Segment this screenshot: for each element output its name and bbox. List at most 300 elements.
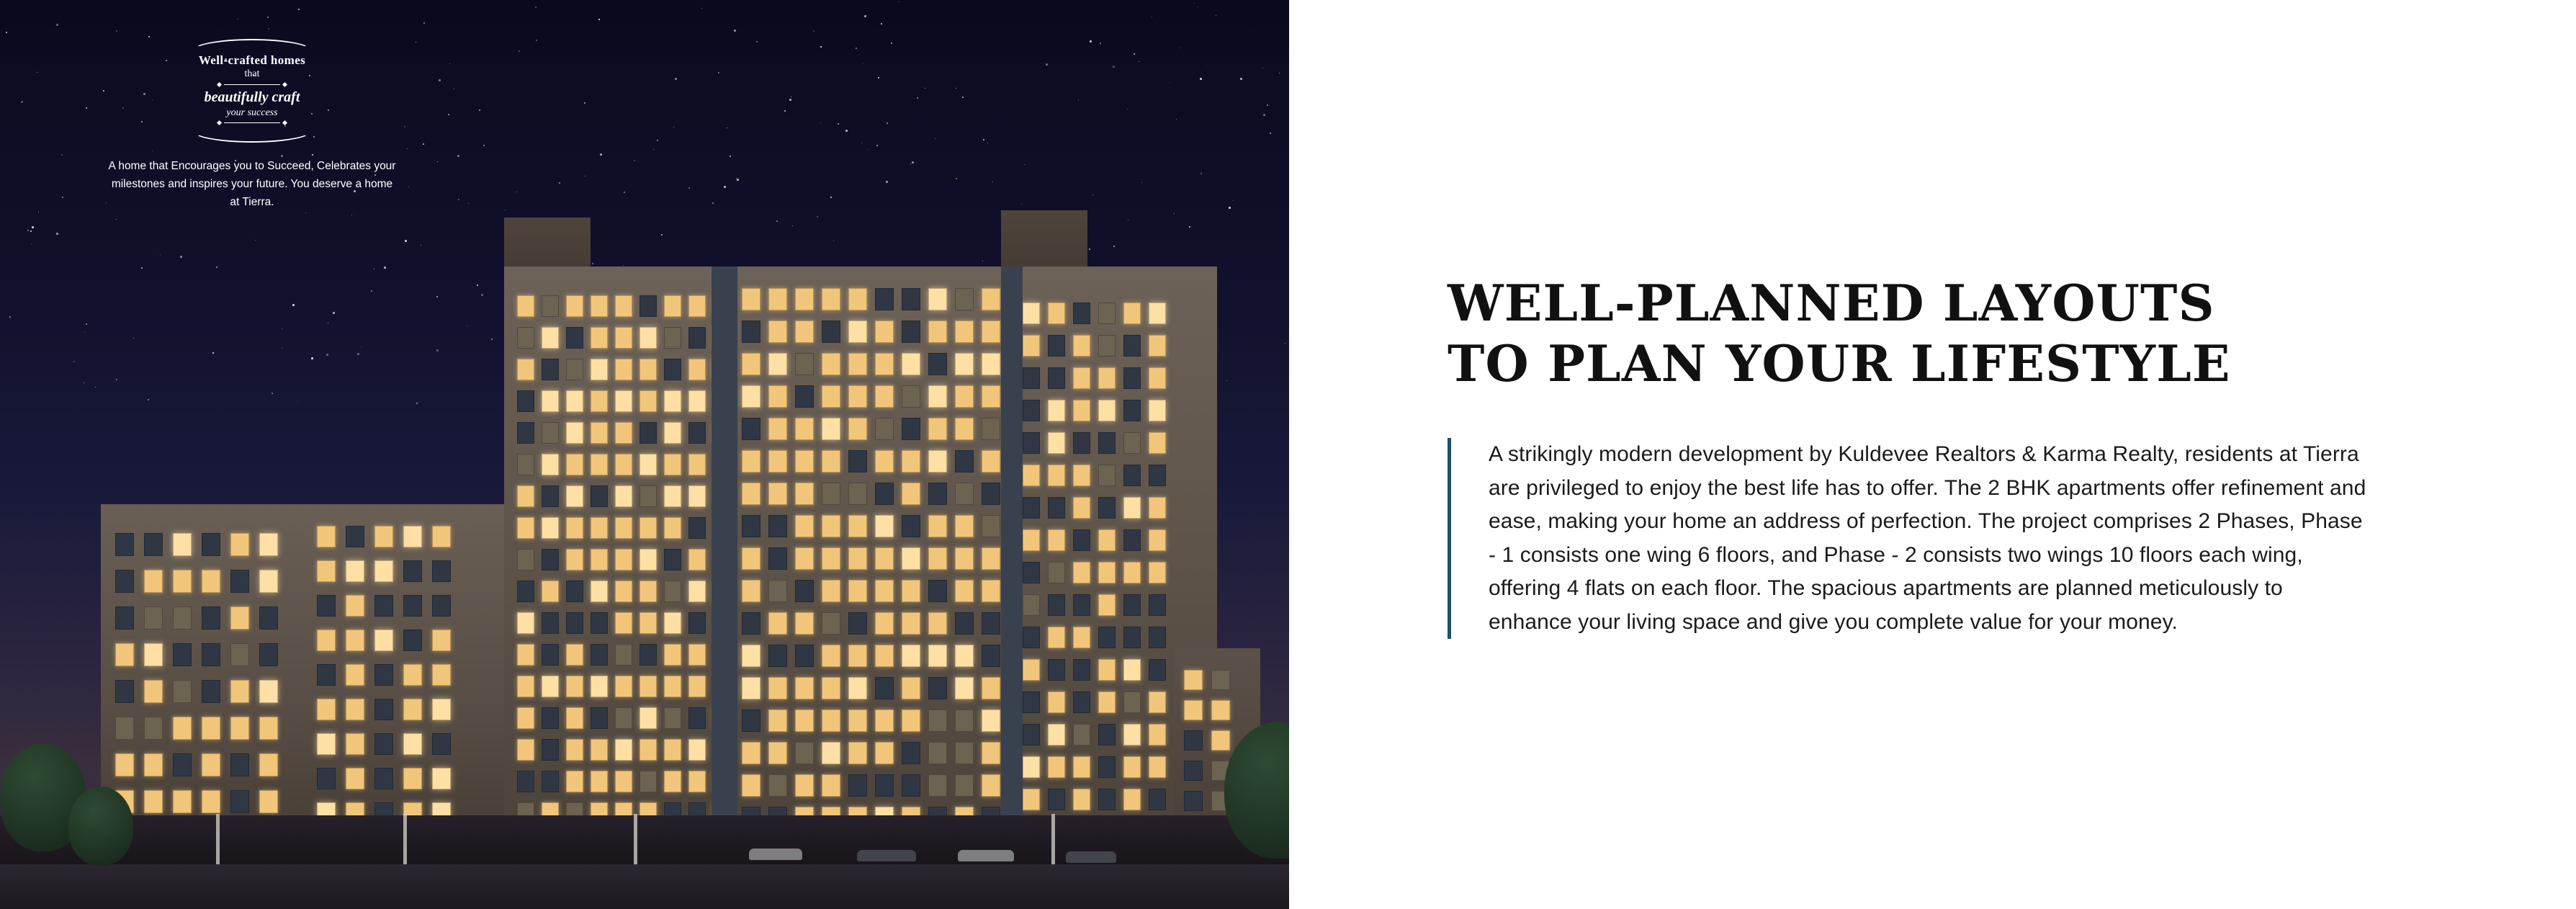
window	[902, 547, 920, 570]
window	[566, 707, 583, 729]
window	[566, 517, 583, 539]
window	[768, 483, 787, 505]
window	[928, 677, 947, 699]
window	[615, 549, 632, 570]
window	[115, 570, 134, 593]
window	[742, 774, 760, 797]
window	[848, 774, 867, 797]
star-icon	[820, 46, 822, 48]
window	[517, 422, 534, 444]
star-icon	[712, 202, 714, 204]
star-icon	[267, 17, 269, 18]
star-icon	[212, 352, 214, 354]
window	[432, 595, 451, 617]
window	[591, 359, 608, 380]
window	[542, 707, 559, 729]
window	[902, 645, 920, 667]
window	[1149, 659, 1166, 681]
star-icon	[962, 97, 964, 98]
window	[688, 707, 706, 729]
window	[1048, 497, 1065, 519]
window	[848, 450, 867, 473]
window	[982, 385, 1000, 408]
window	[902, 742, 920, 764]
window	[982, 645, 1000, 667]
window	[1073, 594, 1090, 616]
window	[1149, 724, 1166, 745]
window	[875, 288, 894, 310]
window	[875, 483, 894, 505]
badge-divider-icon	[224, 122, 280, 123]
window	[1023, 756, 1040, 778]
star-icon	[106, 202, 107, 203]
window	[1149, 562, 1166, 583]
star-icon	[820, 122, 821, 123]
window	[1149, 400, 1166, 421]
window	[542, 676, 559, 697]
window-grid	[115, 533, 278, 850]
window	[1123, 335, 1141, 357]
window	[542, 771, 559, 792]
window	[230, 680, 249, 703]
badge-line-3: beautifully craft	[204, 89, 300, 105]
window	[1123, 497, 1141, 519]
window	[902, 774, 920, 797]
window	[517, 676, 534, 697]
window	[639, 581, 657, 602]
star-icon	[1267, 104, 1268, 106]
star-icon	[886, 181, 888, 183]
window	[848, 677, 867, 699]
window	[317, 526, 336, 547]
window	[542, 517, 559, 539]
window	[1073, 562, 1090, 583]
window	[1048, 400, 1065, 421]
tree-foliage	[68, 787, 133, 866]
window	[902, 709, 920, 732]
window	[615, 454, 632, 475]
window	[688, 771, 706, 792]
window	[822, 515, 840, 537]
star-icon	[326, 354, 328, 356]
window	[875, 321, 894, 343]
window	[688, 390, 706, 412]
window	[848, 515, 867, 537]
window	[688, 581, 706, 602]
window	[202, 790, 220, 813]
star-icon	[116, 219, 117, 220]
window	[1184, 761, 1203, 781]
window	[1023, 627, 1040, 648]
window	[432, 733, 451, 755]
window	[1073, 465, 1090, 486]
window	[955, 483, 974, 505]
window	[517, 517, 534, 539]
window	[144, 643, 163, 666]
window	[742, 450, 760, 473]
star-icon	[31, 243, 32, 244]
window	[432, 664, 451, 686]
window-grid	[317, 526, 451, 859]
window	[202, 753, 220, 776]
window	[664, 707, 681, 729]
window	[768, 547, 787, 570]
window	[173, 570, 192, 593]
window	[202, 643, 220, 666]
window	[115, 717, 134, 740]
star-icon	[1090, 40, 1092, 42]
window	[664, 454, 681, 475]
star-icon	[1078, 99, 1079, 100]
window	[688, 739, 706, 761]
window	[688, 676, 706, 697]
parked-car	[1066, 851, 1116, 863]
window	[688, 549, 706, 570]
window-grid	[742, 288, 1000, 861]
window	[1073, 400, 1090, 421]
window	[1123, 400, 1141, 421]
window	[173, 753, 192, 776]
window	[1149, 303, 1166, 324]
window	[259, 790, 278, 813]
window	[566, 390, 583, 412]
star-icon	[9, 316, 11, 318]
star-icon	[116, 379, 117, 380]
window	[1048, 627, 1065, 648]
window	[346, 630, 364, 651]
star-icon	[1021, 204, 1022, 205]
window	[902, 353, 920, 375]
window	[1023, 659, 1040, 681]
window	[403, 630, 422, 651]
star-icon	[357, 353, 359, 355]
star-icon	[1134, 53, 1135, 55]
star-icon	[756, 41, 758, 42]
window	[822, 547, 840, 570]
window	[144, 570, 163, 593]
window	[795, 353, 814, 375]
window	[928, 742, 947, 764]
window	[982, 677, 1000, 699]
window	[902, 612, 920, 635]
star-icon	[457, 155, 459, 157]
window	[982, 515, 1000, 537]
window	[115, 680, 134, 703]
window	[230, 717, 249, 740]
window	[591, 581, 608, 602]
window	[1098, 789, 1116, 810]
star-icon	[407, 148, 408, 149]
window	[822, 742, 840, 764]
star-icon	[404, 126, 405, 127]
window	[1184, 700, 1203, 720]
window	[566, 644, 583, 666]
window	[173, 680, 192, 703]
window	[259, 606, 278, 630]
window	[144, 790, 163, 813]
window	[1098, 756, 1116, 778]
window	[615, 359, 632, 380]
window	[848, 483, 867, 505]
window	[346, 595, 364, 617]
window	[768, 580, 787, 602]
star-icon	[559, 182, 560, 184]
star-icon	[361, 346, 362, 347]
window	[1023, 400, 1040, 421]
window	[615, 707, 632, 729]
low-rise-wing	[101, 504, 519, 864]
window	[1048, 335, 1065, 357]
window	[639, 454, 657, 475]
description-block	[1448, 438, 2369, 639]
window	[848, 580, 867, 602]
window	[615, 327, 632, 349]
window	[374, 733, 393, 755]
window	[1123, 367, 1141, 389]
window	[1098, 465, 1116, 486]
window	[822, 709, 840, 732]
window	[346, 733, 364, 755]
window	[1073, 627, 1090, 648]
window	[346, 768, 364, 789]
window	[875, 385, 894, 408]
window	[542, 390, 559, 412]
window	[517, 739, 534, 761]
headline-line-1: WELL-PLANNED LAYOUTS	[1448, 274, 2215, 333]
window	[848, 385, 867, 408]
tagline-text: A home that Encourages you to Succeed, Celebrates your milestones and inspires your future. You deserve a home at Tierra.	[108, 160, 396, 209]
badge-arc-top-icon	[192, 39, 313, 63]
window	[542, 295, 559, 317]
window	[664, 676, 681, 697]
window	[982, 483, 1000, 505]
window	[742, 385, 760, 408]
window	[566, 676, 583, 697]
window	[664, 327, 681, 349]
window	[1149, 756, 1166, 778]
window	[615, 739, 632, 761]
window	[639, 295, 657, 317]
window	[742, 353, 760, 375]
star-icon	[297, 401, 298, 402]
window	[1073, 335, 1090, 357]
window	[1073, 432, 1090, 454]
star-icon	[887, 122, 888, 124]
window	[259, 533, 278, 556]
window	[615, 422, 632, 444]
window	[875, 677, 894, 699]
window	[742, 547, 760, 570]
window	[1184, 730, 1203, 751]
star-icon	[439, 79, 441, 81]
window	[822, 645, 840, 667]
window	[768, 645, 787, 667]
badge-line-1: Well-crafted homes	[198, 53, 306, 67]
window	[768, 385, 787, 408]
window	[742, 709, 760, 732]
window	[742, 677, 760, 699]
star-icon	[180, 256, 182, 258]
star-icon	[1201, 173, 1202, 174]
window	[955, 547, 974, 570]
star-icon	[718, 72, 719, 73]
window	[346, 526, 364, 547]
window	[517, 707, 534, 729]
window	[688, 295, 706, 317]
window	[742, 288, 760, 310]
window	[591, 327, 608, 349]
window	[639, 390, 657, 412]
window	[1048, 724, 1065, 745]
window	[615, 295, 632, 317]
window	[517, 771, 534, 792]
window	[517, 549, 534, 570]
window	[259, 753, 278, 776]
window	[144, 753, 163, 776]
star-icon	[448, 114, 449, 115]
star-icon	[838, 123, 839, 125]
window	[795, 288, 814, 310]
window	[664, 644, 681, 666]
star-icon	[592, 263, 593, 264]
window	[615, 612, 632, 634]
star-icon	[86, 323, 87, 325]
window	[795, 677, 814, 699]
star-icon	[255, 240, 256, 241]
window	[848, 321, 867, 343]
window	[1023, 335, 1040, 357]
window	[982, 288, 1000, 310]
window	[1098, 529, 1116, 551]
window	[1023, 562, 1040, 583]
window	[566, 739, 583, 761]
window	[768, 742, 787, 764]
window	[822, 677, 840, 699]
star-icon	[845, 130, 848, 132]
window	[848, 353, 867, 375]
window	[566, 454, 583, 475]
star-icon	[598, 19, 600, 20]
content-panel	[1289, 0, 2576, 909]
window	[1098, 367, 1116, 389]
window	[1023, 367, 1040, 389]
window	[346, 699, 364, 720]
window	[664, 581, 681, 602]
window	[1023, 497, 1040, 519]
window	[317, 560, 336, 582]
star-icon	[878, 77, 879, 79]
window	[566, 422, 583, 444]
window	[374, 768, 393, 789]
window	[1098, 562, 1116, 583]
window	[955, 321, 974, 343]
star-icon	[536, 40, 537, 41]
window	[542, 549, 559, 570]
star-icon	[384, 267, 386, 269]
star-icon	[1194, 3, 1195, 4]
window	[848, 418, 867, 440]
star-icon	[675, 78, 677, 80]
star-icon	[86, 107, 87, 109]
window	[517, 390, 534, 412]
window	[848, 645, 867, 667]
window	[664, 359, 681, 380]
window	[566, 549, 583, 570]
star-icon	[1141, 182, 1142, 183]
window	[542, 454, 559, 475]
star-icon	[891, 42, 892, 44]
star-icon	[148, 399, 149, 400]
window	[875, 709, 894, 732]
window	[202, 717, 220, 740]
window	[1048, 367, 1065, 389]
window	[742, 418, 760, 440]
window	[822, 483, 840, 505]
star-icon	[436, 296, 438, 297]
window	[639, 612, 657, 634]
window	[173, 606, 192, 630]
window	[1123, 465, 1141, 486]
window	[1048, 756, 1065, 778]
star-icon	[405, 240, 407, 242]
window	[875, 774, 894, 797]
window	[822, 288, 840, 310]
window	[848, 709, 867, 732]
window	[259, 680, 278, 703]
window	[317, 733, 336, 755]
window	[432, 630, 451, 651]
window	[902, 385, 920, 408]
window	[1149, 465, 1166, 486]
window	[875, 515, 894, 537]
window	[664, 771, 681, 792]
window	[955, 709, 974, 732]
window	[1023, 303, 1040, 324]
star-icon	[701, 8, 702, 9]
star-icon	[298, 9, 300, 10]
star-icon	[423, 143, 424, 145]
window	[768, 612, 787, 635]
window	[346, 560, 364, 582]
window	[403, 595, 422, 617]
window	[928, 612, 947, 635]
star-icon	[268, 28, 269, 30]
window	[1098, 691, 1116, 713]
window	[928, 321, 947, 343]
star-icon	[292, 304, 295, 306]
window	[639, 327, 657, 349]
window	[1048, 303, 1065, 324]
window	[566, 771, 583, 792]
star-icon	[73, 361, 75, 362]
window	[664, 612, 681, 634]
star-icon	[1176, 119, 1177, 120]
star-icon	[458, 199, 459, 200]
window	[1149, 497, 1166, 519]
parked-car	[749, 848, 802, 860]
street-pole	[403, 814, 407, 864]
star-icon	[789, 99, 791, 101]
window	[1149, 594, 1166, 616]
window	[615, 581, 632, 602]
window	[1098, 335, 1116, 357]
window	[688, 454, 706, 475]
street-pole	[216, 814, 220, 864]
window	[1098, 627, 1116, 648]
window	[1023, 789, 1040, 810]
window	[768, 515, 787, 537]
window	[955, 288, 974, 310]
